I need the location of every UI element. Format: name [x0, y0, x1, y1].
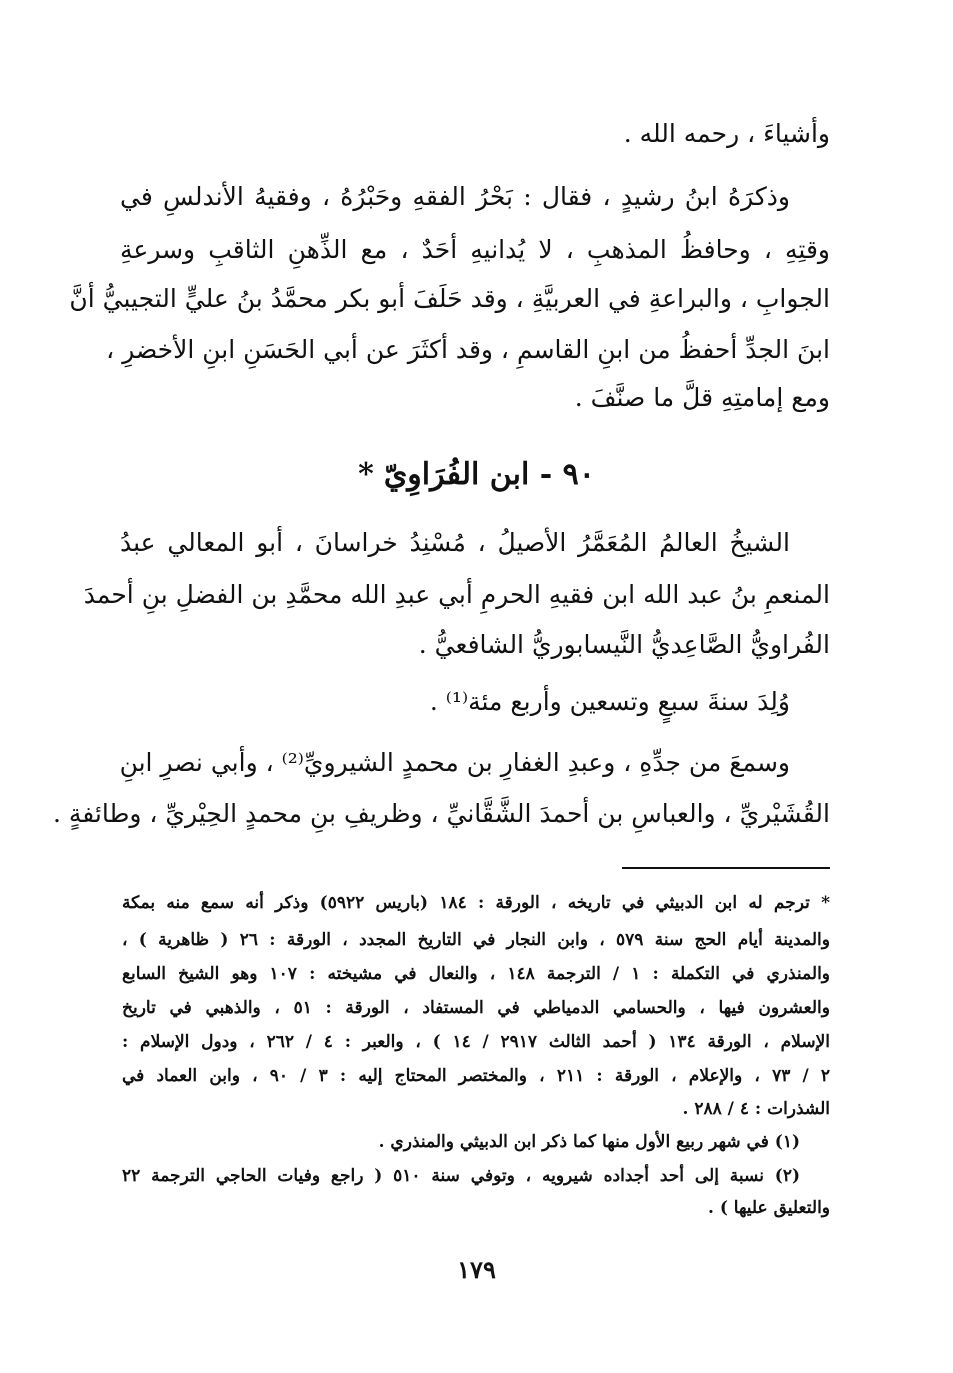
entry-title: ٩٠ - ابن الفُرَاوِيّ [383, 457, 595, 492]
text-line: وسمعَ من جدِّهِ ، وعبدِ الغفارِ بن محمدٍ الشيرويِّ⁽²⁾ ، وأبي نصرِ ابنِ [119, 748, 790, 777]
footnote-line: الشذرات : ٤ / ٢٨٨ . [682, 1099, 830, 1119]
continuation-line: وأشياءَ ، رحمه الله . [623, 119, 830, 148]
asterisk-marker: * [358, 457, 374, 492]
footnote-line: والمنذري في التكملة : ١ / الترجمة ١٤٨ ، والنعال في مشيخته : ١٠٧ وهو الشيخ السابع [122, 964, 830, 984]
text-line: وذكرَهُ ابنُ رشيدٍ ، فقال : بَحْرُ الفقهِ وحَبْرُهُ ، وفقيهُ الأندلسِ في [120, 182, 790, 211]
footnote-2-line: والتعليق عليها ) . [707, 1198, 830, 1218]
footnote-line: الإسلام ، الورقة ١٣٤ ( أحمد الثالث ٢٩١٧ / ١٤ ) ، والعبر : ٤ / ٢٦٢ ، ودول الإسلام : [122, 1032, 830, 1052]
text-line: ومع إمامتِهِ قلَّ ما صنَّفَ . [574, 383, 830, 412]
text-line: الجوابِ ، والبراعةِ في العربيَّةِ ، وقد حَلَفَ أبو بكر محمَّدُ بنُ عليٍّ التجيبيُّ أنَّ [69, 284, 830, 313]
footnote-2-line: (٢) نسبة إلى أحد أجداده شيرويه ، وتوفي سنة ٥١٠ ( راجع وفيات الحاجي الترجمة ٢٢ [122, 1166, 801, 1186]
footnote-1: (١) في شهر ربيع الأول منها كما ذكر ابن الدبيثي والمنذري . [378, 1132, 800, 1152]
page-number: ١٧٩ [457, 1255, 496, 1284]
footnote-line: * ترجم له ابن الدبيثي في تاريخه ، الورقة : ١٨٤ (باريس ٥٩٢٢) وذكر أنه سمع منه بمكة [122, 893, 830, 913]
text-line: ابنَ الجدِّ أحفظُ من ابنِ القاسمِ ، وقد أكثَرَ عن أبي الحَسَنِ ابنِ الأخضرِ ، [106, 335, 830, 364]
text-line: المنعمِ بنُ عبد الله ابن فقيهِ الحرمِ أبي عبدِ الله محمَّدِ بن الفضلِ بنِ أحمدَ [83, 580, 830, 609]
text-line: وقتِهِ ، وحافظُ المذهبِ ، لا يُدانيهِ أحَدٌ ، مع الذِّهنِ الثاقبِ وسرعةِ [120, 235, 830, 264]
footnote-line: ٢ / ٧٣ ، والإعلام ، الورقة : ٢١١ ، والمختصر المحتاج إليه : ٣ / ٩٠ ، وابن العماد في [122, 1066, 831, 1086]
footnote-line: والعشرون فيها ، والحسامي الدمياطي في المستفاد ، الورقة : ٥١ ، والذهبي في تاريخ [122, 998, 830, 1018]
footnote-separator [622, 867, 830, 869]
text-line: الفُراويُّ الصَّاعِديُّ النَّيسابوريُّ الشافعيُّ . [418, 630, 830, 659]
birth-year-line: وُلِدَ سنةَ سبعٍ وتسعين وأربع مئة⁽¹⁾ . [429, 687, 790, 716]
footnote-line: والمدينة أيام الحج سنة ٥٧٩ ، وابن النجار في التاريخ المجدد ، الورقة : ٢٦ ( ظاهرية ) ، [122, 930, 830, 950]
entry-heading [0, 455, 953, 495]
text-line: الشيخُ العالمُ المُعَمَّرُ الأصيلُ ، مُسْنِدُ خراسانَ ، أبو المعالي عبدُ [120, 528, 790, 557]
text-line: القُشَيْريِّ ، والعباسِ بن أحمدَ الشَّقَّانيِّ ، وظريفِ بنِ محمدٍ الحِيْريِّ ، وطائفةٍ . [52, 799, 830, 828]
